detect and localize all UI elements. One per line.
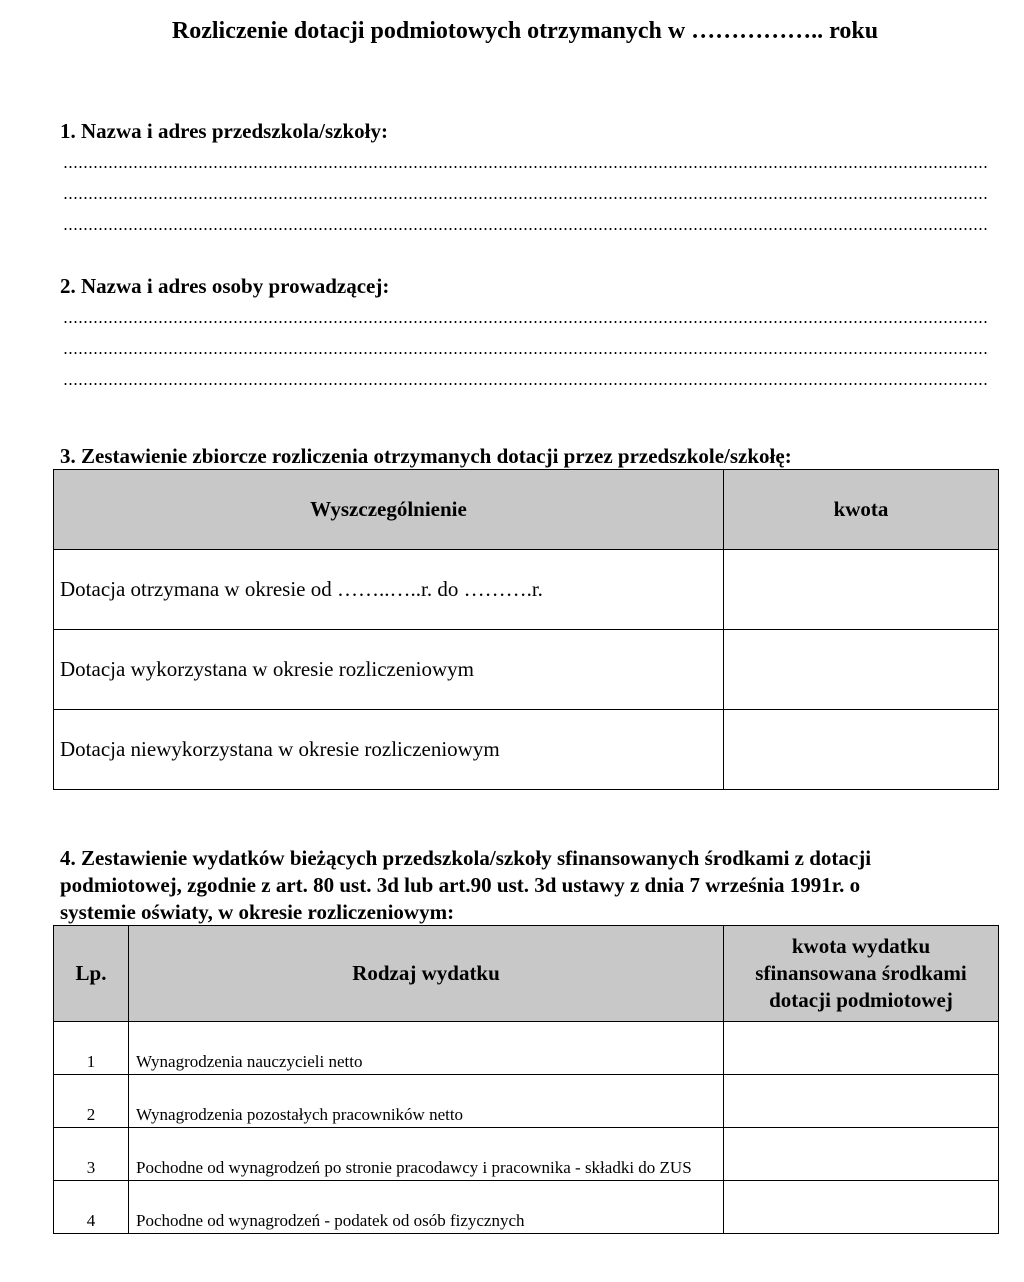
table-row [54, 1128, 999, 1181]
row-number: 4 [54, 1181, 129, 1234]
fill-line-school-1[interactable] [63, 163, 988, 171]
amount-cell[interactable] [724, 1075, 999, 1128]
amount-cell[interactable] [724, 1128, 999, 1181]
fill-line-school-2[interactable] [63, 194, 988, 202]
fill-line-operator-1[interactable] [63, 318, 988, 326]
summary-table-header [54, 470, 999, 550]
amount-cell[interactable] [724, 1022, 999, 1075]
column-header-expense-amount [724, 926, 999, 1022]
expense-type: Wynagrodzenia pozostałych pracowników netto [129, 1075, 724, 1128]
summary-table [53, 469, 999, 790]
fill-line-operator-2[interactable] [63, 349, 988, 357]
section-1-heading: 1. Nazwa i adres przedszkola/szkoły: [60, 119, 389, 143]
fill-line-operator-3[interactable] [63, 380, 988, 388]
column-header-specification: Wyszczególnienie [54, 470, 724, 550]
column-header-lp: Lp. [54, 926, 129, 1022]
row-number: 2 [54, 1075, 129, 1128]
table-row [54, 1022, 999, 1075]
amount-cell[interactable] [724, 710, 999, 790]
amount-cell[interactable] [724, 1181, 999, 1234]
row-label: Dotacja otrzymana w okresie od ……..…..r. do ……….r. [54, 550, 724, 630]
table-row [54, 550, 999, 630]
table-row [54, 1181, 999, 1234]
row-label: Dotacja wykorzystana w okresie rozliczeniowym [54, 630, 724, 710]
section-4-heading-line: podmiotowej, zgodnie z art. 80 ust. 3d lub art.90 ust. 3d ustawy z dnia 7 września 1991r. o [60, 873, 861, 897]
section-4-heading-line: 4. Zestawienie wydatków bieżących przedszkola/szkoły sfinansowanych środkami z dotacji [60, 846, 872, 870]
expenses-table [53, 925, 999, 1234]
row-number: 1 [54, 1022, 129, 1075]
header-line: dotacji podmiotowej [769, 988, 953, 1012]
expense-type: Wynagrodzenia nauczycieli netto [129, 1022, 724, 1075]
section-4-heading-line: systemie oświaty, w okresie rozliczeniowym: [60, 900, 455, 924]
table-row [54, 630, 999, 710]
amount-cell[interactable] [724, 630, 999, 710]
expense-type: Pochodne od wynagrodzeń po stronie pracodawcy i pracownika - składki do ZUS [129, 1128, 724, 1181]
amount-cell[interactable] [724, 550, 999, 630]
column-header-amount: kwota [724, 470, 999, 550]
column-header-expense-type: Rodzaj wydatku [129, 926, 724, 1022]
table-row [54, 710, 999, 790]
table-row [54, 1075, 999, 1128]
row-label: Dotacja niewykorzystana w okresie rozliczeniowym [54, 710, 724, 790]
section-2-heading: 2. Nazwa i adres osoby prowadzącej: [60, 274, 390, 298]
section-4-heading [60, 845, 871, 926]
expenses-table-header [54, 926, 999, 1022]
fill-line-school-3[interactable] [63, 225, 988, 233]
header-line: kwota wydatku [791, 934, 931, 958]
expense-type: Pochodne od wynagrodzeń - podatek od osób fizycznych [129, 1181, 724, 1234]
section-3-heading: 3. Zestawienie zbiorcze rozliczenia otrzymanych dotacji przez przedszkole/szkołę: [60, 444, 792, 468]
header-line: sfinansowana środkami [755, 961, 967, 985]
row-number: 3 [54, 1128, 129, 1181]
document-title: Rozliczenie dotacji podmiotowych otrzymanych w …………….. roku [171, 18, 879, 44]
